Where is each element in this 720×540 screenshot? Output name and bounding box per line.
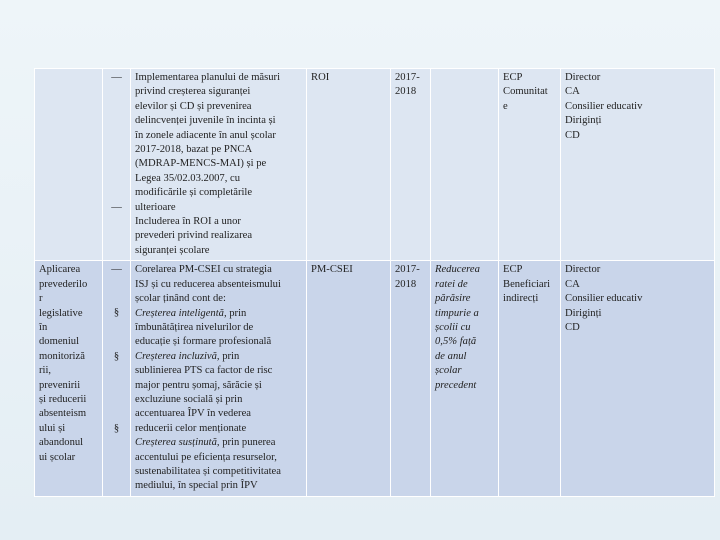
action-line: Corelarea PM-CSEI cu strategia [135, 264, 272, 276]
dash-bullet-icon [107, 292, 126, 306]
dash-bullet-icon [107, 321, 126, 335]
action-line: excluziune socială și prin [135, 393, 243, 405]
bullet-marker-cell [103, 69, 131, 261]
action-line: Creșterea incluzivă, prin [135, 350, 240, 362]
action-cell [131, 69, 307, 261]
action-line: îmbunătățirea nivelurilor de [135, 321, 254, 333]
indicator-cell-line: ratei de [435, 278, 468, 290]
term-cell-line: 2017- [395, 72, 420, 83]
target-group-cell-line: Comunitat [503, 86, 548, 98]
dash-bullet-icon [107, 186, 126, 200]
indicator-cell-line: părăsire [435, 293, 471, 305]
responsible-cell-line: Diriginți [565, 115, 602, 127]
bullet-marker-cell [103, 261, 131, 497]
responsible-cell-line: CD [565, 321, 580, 333]
action-line: delincvenței juvenile în incinta și [135, 115, 276, 127]
action-line: reducerii celor menționate [135, 422, 247, 434]
action-line: prevederi privind realizarea [135, 230, 253, 242]
target-group-cell [499, 69, 561, 261]
responsible-cell-line: Director [565, 264, 601, 276]
objective-cell-line: prevederilo [39, 278, 88, 290]
term-cell-line: 2018 [395, 86, 417, 98]
indicator-cell [431, 261, 499, 497]
indicator-cell-line: de anul [435, 350, 467, 362]
dash-bullet-icon [107, 278, 126, 292]
action-line: major pentru șomaj, sărăcie și [135, 379, 262, 391]
term-cell [391, 69, 431, 261]
objective-cell-line: prevenirii [39, 379, 81, 391]
responsible-cell-line: Director [565, 72, 601, 83]
objective-cell-line: ui școlar [39, 451, 76, 463]
indicator-cell-line: 0,5% față [435, 336, 477, 348]
objective-cell-line: domeniul [39, 336, 80, 348]
objective-cell-line: legislative [39, 307, 83, 319]
objective-cell-line: rii, [39, 365, 52, 377]
dash-bullet-icon [107, 129, 126, 143]
objective-cell-line: ului și [39, 422, 66, 434]
table-row [35, 261, 715, 497]
dash-bullet-icon [107, 364, 126, 378]
target-group-cell-line: ECP [503, 72, 523, 83]
resource-cell [307, 69, 391, 261]
action-line: ulterioare [135, 201, 176, 213]
resource-cell [307, 261, 391, 497]
section-bullet-icon: § [113, 422, 120, 434]
indicator-cell-line: Reducerea [435, 264, 480, 276]
indicator-cell-line: timpurie a [435, 307, 479, 319]
action-line: Implementarea planului de măsuri [135, 72, 281, 83]
responsible-cell-line: Consilier educativ [565, 100, 643, 112]
action-line: siguranței școlare [135, 244, 210, 256]
action-plan-table [34, 68, 715, 497]
responsible-cell [561, 69, 715, 261]
responsible-cell-line: Diriginți [565, 307, 602, 319]
objective-cell [35, 261, 103, 497]
objective-cell-line: și reducerii [39, 393, 87, 405]
target-group-cell-line: indirecți [503, 293, 539, 305]
responsible-cell-line: CA [565, 86, 580, 98]
action-line: ISJ și cu reducerea absenteismului [135, 278, 281, 290]
dash-bullet-icon [107, 157, 126, 171]
action-line: Creșterea inteligentă, prin [135, 307, 247, 319]
dash-bullet-icon: — [111, 72, 122, 83]
dash-bullet-icon [107, 114, 126, 128]
target-group-cell-line: ECP [503, 264, 523, 276]
dash-bullet-icon [107, 143, 126, 157]
resource-cell-line: PM-CSEI [311, 264, 353, 276]
dash-bullet-icon [107, 378, 126, 392]
objective-cell [35, 69, 103, 261]
action-line: accentului pe eficiența resurselor, [135, 451, 277, 463]
action-line: privind creșterea siguranței [135, 86, 251, 98]
action-line: sublinierea PTS ca factor de risc [135, 365, 273, 377]
action-line: Includerea în ROI a unor [135, 216, 241, 228]
action-cell [131, 261, 307, 497]
section-bullet-icon: § [113, 307, 120, 319]
action-line: 2017-2018, bazat pe PNCA [135, 144, 253, 156]
table-row [35, 69, 715, 261]
action-line: elevilor și CD și prevenirea [135, 100, 252, 112]
action-line: în zonele adiacente în anul școlar [135, 129, 276, 141]
action-line: Legea 35/02.03.2007, cu [135, 172, 241, 184]
action-line: accentuarea ÎPV în vederea [135, 408, 251, 420]
action-line: (MDRAP-MENCS-MAI) și pe [135, 158, 267, 170]
action-line: educație și formare profesională [135, 336, 272, 348]
objective-cell-line: în [39, 321, 48, 333]
indicator-cell [431, 69, 499, 261]
dash-bullet-icon [107, 172, 126, 186]
section-bullet-icon: § [113, 350, 120, 362]
responsible-cell-line: CA [565, 278, 580, 290]
objective-cell-line: abandonul [39, 437, 84, 449]
target-group-cell-line: Beneficiari [503, 278, 551, 290]
dash-bullet-icon [107, 393, 126, 407]
objective-cell-line: r [39, 293, 43, 305]
action-line: modificările și completările [135, 187, 253, 199]
responsible-cell-line: Consilier educativ [565, 293, 643, 305]
resource-cell-line: ROI [311, 72, 330, 83]
action-line: Creșterea susținută, prin punerea [135, 437, 276, 449]
dash-bullet-icon [107, 335, 126, 349]
responsible-cell-line: CD [565, 129, 580, 141]
target-group-cell-line: e [503, 100, 508, 112]
dash-bullet-icon [107, 85, 126, 99]
indicator-cell-line: precedent [435, 379, 477, 391]
target-group-cell [499, 261, 561, 497]
action-line: mediului, în special prin ÎPV [135, 480, 258, 492]
objective-cell-line: absenteism [39, 408, 87, 420]
indicator-cell-line: școlar [435, 365, 462, 377]
action-line: școlar ținând cont de: [135, 293, 226, 305]
objective-cell-line: Aplicarea [39, 264, 81, 276]
responsible-cell [561, 261, 715, 497]
term-cell-line: 2018 [395, 278, 417, 290]
term-cell [391, 261, 431, 497]
dash-bullet-icon [107, 100, 126, 114]
term-cell-line: 2017- [395, 264, 420, 276]
indicator-cell-line: școlii cu [435, 321, 471, 333]
dash-bullet-icon [107, 407, 126, 421]
objective-cell-line: monitoriză [39, 350, 85, 362]
action-line: sustenabilitatea și competitivitatea [135, 465, 281, 477]
dash-bullet-icon: — [111, 201, 122, 213]
dash-bullet-icon: — [111, 264, 122, 276]
